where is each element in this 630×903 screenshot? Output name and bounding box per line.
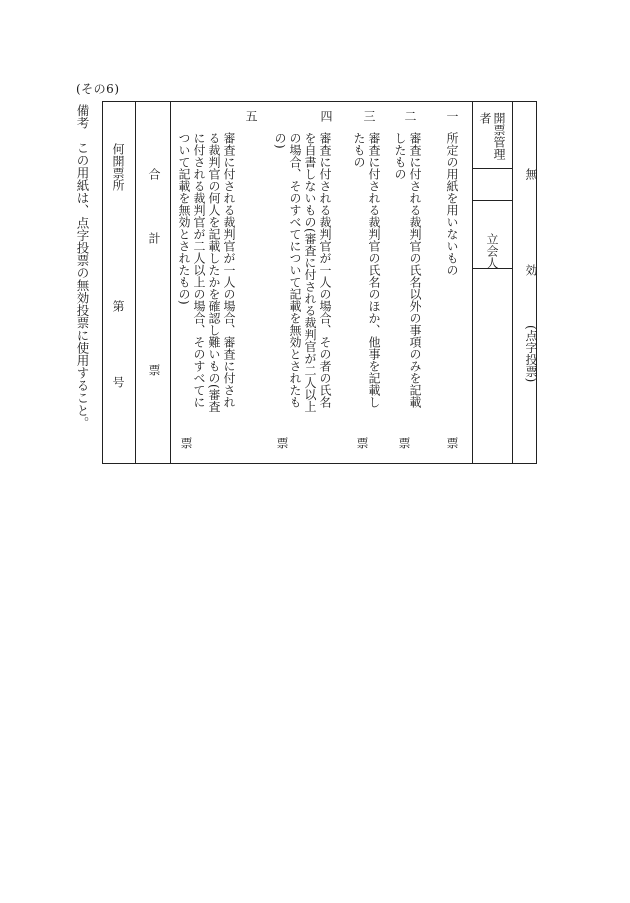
item-1-unit: 票 bbox=[445, 437, 459, 449]
header-title-effect: 効 bbox=[524, 264, 538, 276]
remarks-note: 備考 この用紙は、点字投票の無効投票に使用すること。 bbox=[75, 104, 90, 429]
item-4-text: 審査に付される裁判官が一人の場合、その者の氏名を自書しないもの(審査に付される裁判官が二人以上の場合、そのすべてについて記載を無効とされたもの) bbox=[273, 132, 332, 413]
divider-header-left bbox=[512, 101, 513, 464]
total-label-2: 計 bbox=[147, 232, 161, 244]
item-5-text: 審査に付される裁判官が一人の場合、審査に付される裁判官の何人を記載したかを確認し難いもの(審査に付される裁判官が二人以上の場合、そのすべてについて記載を無効とされたもの) bbox=[177, 132, 236, 413]
station-label: 何開票所 bbox=[111, 143, 125, 191]
item-5-unit: 票 bbox=[179, 437, 193, 449]
item-2-unit: 票 bbox=[397, 437, 411, 449]
item-4-unit: 票 bbox=[275, 437, 289, 449]
item-2-number: 二 bbox=[403, 110, 417, 122]
item-2-text: 審査に付される裁判官の氏名以外の事項のみを記載したもの bbox=[393, 132, 422, 408]
page-label: (その6) bbox=[76, 82, 120, 96]
divider-total-footer bbox=[135, 101, 136, 464]
witness-label: 立会人 bbox=[485, 233, 499, 269]
total-unit: 票 bbox=[147, 364, 161, 376]
divider-manager-upper bbox=[472, 168, 512, 169]
manager-label: 開票管理者 bbox=[478, 112, 506, 160]
station-number-go: 号 bbox=[111, 376, 125, 388]
item-3-unit: 票 bbox=[355, 437, 369, 449]
item-3-number: 三 bbox=[362, 110, 376, 122]
item-3-text: 審査に付される裁判官の氏名のほか、他事を記載したもの bbox=[352, 132, 381, 408]
divider-items-total bbox=[170, 101, 171, 464]
station-number-dai: 第 bbox=[111, 300, 125, 312]
header-subtitle: (点字投票) bbox=[524, 325, 538, 383]
total-label-1: 合 bbox=[147, 168, 161, 180]
item-1-number: 一 bbox=[445, 110, 459, 122]
divider-manager-lower bbox=[472, 200, 512, 201]
item-1-text: 所定の用紙を用いないもの bbox=[445, 132, 459, 276]
item-4-number: 四 bbox=[319, 110, 333, 122]
header-title-invalid: 無 bbox=[524, 168, 538, 180]
divider-manager-column bbox=[472, 101, 473, 464]
item-5-number: 五 bbox=[244, 110, 258, 122]
